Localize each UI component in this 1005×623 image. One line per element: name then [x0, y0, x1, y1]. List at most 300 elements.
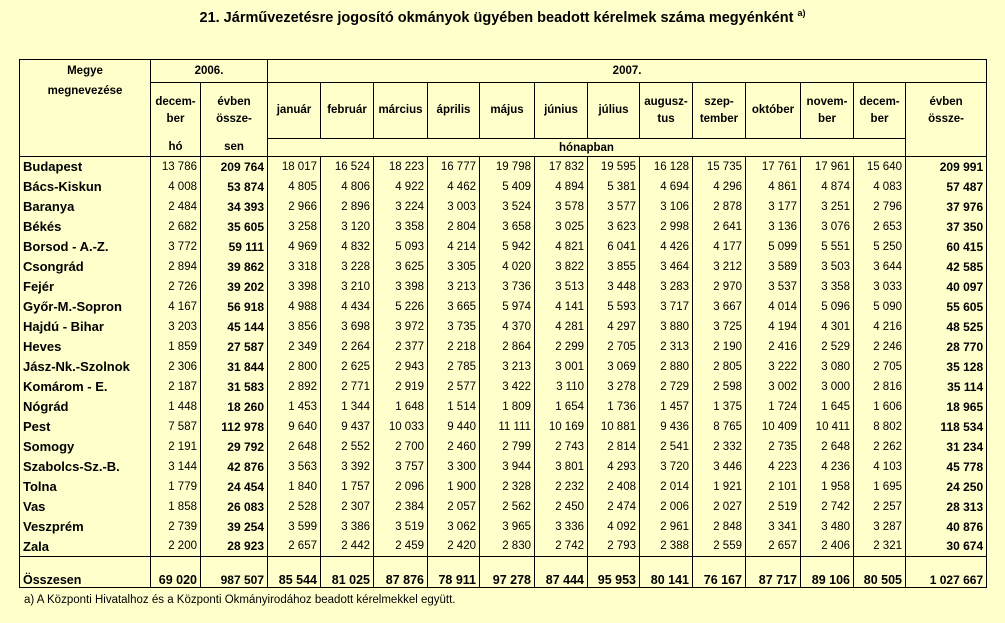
county-name: Nógrád	[20, 397, 151, 417]
month-value: 2 648	[268, 437, 321, 457]
month-value: 9 440	[428, 417, 480, 437]
annual2006-value: 59 111	[201, 237, 268, 257]
county-name: Heves	[20, 337, 151, 357]
month-value: 4 214	[428, 237, 480, 257]
month-value: 19 798	[480, 157, 535, 177]
annual2007-value: 1 027 667	[906, 557, 987, 588]
month-value: 16 777	[428, 157, 480, 177]
month-value: 4 806	[321, 177, 374, 197]
month-value: 3 106	[640, 197, 693, 217]
month-value: 1 921	[693, 477, 746, 497]
county-name: Jász-Nk.-Szolnok	[20, 357, 151, 377]
month-header-1-line: január	[276, 104, 312, 116]
annual2007-value: 18 965	[906, 397, 987, 417]
month-value: 2 006	[640, 497, 693, 517]
annual2006-value: 39 202	[201, 277, 268, 297]
month-value: 4 301	[801, 317, 854, 337]
month-value: 2 700	[374, 437, 428, 457]
data-table	[19, 59, 987, 588]
month-value: 16 524	[321, 157, 374, 177]
month-value: 1 514	[428, 397, 480, 417]
annual2007-header	[906, 83, 987, 139]
dec2006-value: 2 894	[151, 257, 201, 277]
table-row	[20, 317, 987, 337]
month-value: 1 757	[321, 477, 374, 497]
month-value: 3 002	[746, 377, 801, 397]
month-value: 2 742	[801, 497, 854, 517]
month-value: 3 625	[374, 257, 428, 277]
month-value: 2 998	[640, 217, 693, 237]
month-value: 3 667	[693, 297, 746, 317]
month-value: 2 027	[693, 497, 746, 517]
month-value: 3 757	[374, 457, 428, 477]
month-value: 2 232	[535, 477, 588, 497]
table-row	[20, 277, 987, 297]
month-value: 3 880	[640, 317, 693, 337]
month-value: 2 943	[374, 357, 428, 377]
table-row	[20, 177, 987, 197]
month-value: 97 278	[480, 557, 535, 588]
month-value: 2 541	[640, 437, 693, 457]
month-value: 3 698	[321, 317, 374, 337]
annual2006-value: 56 918	[201, 297, 268, 317]
table-row	[20, 237, 987, 257]
month-value: 1 457	[640, 397, 693, 417]
annual2006-value: 24 454	[201, 477, 268, 497]
month-value: 3 563	[268, 457, 321, 477]
month-value: 4 922	[374, 177, 428, 197]
month-value: 2 653	[854, 217, 906, 237]
month-value: 2 096	[374, 477, 428, 497]
month-value: 3 213	[428, 277, 480, 297]
month-value: 1 840	[268, 477, 321, 497]
annual2006-value: 34 393	[201, 197, 268, 217]
month-value: 4 805	[268, 177, 321, 197]
month-value: 2 450	[535, 497, 588, 517]
table-row	[20, 377, 987, 397]
month-value: 87 717	[746, 557, 801, 588]
annual2007-value: 48 525	[906, 317, 987, 337]
month-value: 3 069	[588, 357, 640, 377]
month-value: 4 281	[535, 317, 588, 337]
month-value: 4 014	[746, 297, 801, 317]
county-name: Budapest	[20, 157, 151, 177]
dec2006-value: 2 306	[151, 357, 201, 377]
month-header-6-line: június	[544, 104, 578, 116]
annual2007-value: 28 770	[906, 337, 987, 357]
month-value: 2 014	[640, 477, 693, 497]
dec2006-value: 1 859	[151, 337, 201, 357]
month-value: 2 641	[693, 217, 746, 237]
dec2006-header-line: decem-	[155, 95, 196, 108]
month-header-12-line: decem-	[859, 95, 900, 108]
table-row	[20, 437, 987, 457]
month-value: 3 944	[480, 457, 535, 477]
month-value: 3 855	[588, 257, 640, 277]
month-value: 2 218	[428, 337, 480, 357]
month-value: 2 800	[268, 357, 321, 377]
table-row	[20, 417, 987, 437]
month-value: 2 729	[640, 377, 693, 397]
month-value: 2 321	[854, 537, 906, 557]
footnote: a) A Központi Hivatalhoz és a Központi Okmányirodához beadott kérelmekkel együtt.	[24, 594, 456, 606]
county-name: Győr-M.-Sopron	[20, 297, 151, 317]
month-header-11	[801, 83, 854, 139]
table-row	[20, 477, 987, 497]
month-value: 1 344	[321, 397, 374, 417]
months-subheader: hónapban	[268, 139, 906, 157]
month-value: 15 640	[854, 157, 906, 177]
month-value: 3 224	[374, 197, 428, 217]
annual2007-header-line: évben	[929, 95, 963, 108]
month-value: 78 911	[428, 557, 480, 588]
month-value: 3 025	[535, 217, 588, 237]
dec2006-value: 7 587	[151, 417, 201, 437]
month-value: 2 406	[801, 537, 854, 557]
month-value: 18 017	[268, 157, 321, 177]
month-value: 2 246	[854, 337, 906, 357]
annual2007-value: 209 991	[906, 157, 987, 177]
month-value: 3 446	[693, 457, 746, 477]
annual2006-header	[201, 83, 268, 139]
dec2006-value: 2 484	[151, 197, 201, 217]
table-row	[20, 457, 987, 477]
month-value: 4 861	[746, 177, 801, 197]
annual2006-value: 39 862	[201, 257, 268, 277]
month-value: 2 442	[321, 537, 374, 557]
annual2007-blank	[906, 139, 987, 157]
month-header-2	[321, 83, 374, 139]
month-value: 3 537	[746, 277, 801, 297]
annual2006-value: 27 587	[201, 337, 268, 357]
table-row	[20, 337, 987, 357]
month-value: 3 386	[321, 517, 374, 537]
month-value: 1 724	[746, 397, 801, 417]
month-value: 16 128	[640, 157, 693, 177]
dec2006-value: 3 203	[151, 317, 201, 337]
dec2006-value: 4 167	[151, 297, 201, 317]
month-value: 3 392	[321, 457, 374, 477]
month-value: 4 370	[480, 317, 535, 337]
month-value: 19 595	[588, 157, 640, 177]
month-value: 89 106	[801, 557, 854, 588]
month-value: 3 503	[801, 257, 854, 277]
month-value: 9 640	[268, 417, 321, 437]
month-value: 3 589	[746, 257, 801, 277]
month-value: 2 892	[268, 377, 321, 397]
month-value: 5 093	[374, 237, 428, 257]
month-value: 1 736	[588, 397, 640, 417]
month-value: 2 384	[374, 497, 428, 517]
annual2007-value: 60 415	[906, 237, 987, 257]
month-value: 2 771	[321, 377, 374, 397]
month-value: 1 453	[268, 397, 321, 417]
month-header-4	[428, 83, 480, 139]
month-value: 4 969	[268, 237, 321, 257]
month-header-8-line: tus	[657, 112, 675, 125]
month-value: 9 437	[321, 417, 374, 437]
annual2007-value: 40 097	[906, 277, 987, 297]
dec2006-value: 2 726	[151, 277, 201, 297]
month-value: 10 409	[746, 417, 801, 437]
month-value: 2 805	[693, 357, 746, 377]
month-header-10-line: október	[751, 104, 795, 116]
annual2006-value: 53 874	[201, 177, 268, 197]
month-value: 4 092	[588, 517, 640, 537]
county-name: Vas	[20, 497, 151, 517]
month-header-6	[535, 83, 588, 139]
annual2007-value: 37 350	[906, 217, 987, 237]
annual2006-header-line: össze-	[216, 112, 252, 125]
month-value: 2 878	[693, 197, 746, 217]
month-value: 3 736	[480, 277, 535, 297]
month-value: 3 480	[801, 517, 854, 537]
month-value: 3 665	[428, 297, 480, 317]
month-value: 4 821	[535, 237, 588, 257]
month-value: 2 420	[428, 537, 480, 557]
month-value: 10 881	[588, 417, 640, 437]
month-value: 4 296	[693, 177, 746, 197]
month-value: 4 297	[588, 317, 640, 337]
month-value: 2 307	[321, 497, 374, 517]
county-name: Veszprém	[20, 517, 151, 537]
month-value: 5 409	[480, 177, 535, 197]
month-value: 2 474	[588, 497, 640, 517]
page-title: 21. Járművezetésre jogosító okmányok ügyében beadott kérelmek száma megyénként $^{a)}$	[199, 8, 806, 26]
month-header-11-line: novem-	[806, 95, 848, 108]
annual2007-value: 45 778	[906, 457, 987, 477]
month-value: 3 080	[801, 357, 854, 377]
month-value: 3 076	[801, 217, 854, 237]
month-value: 2 830	[480, 537, 535, 557]
month-value: 5 250	[854, 237, 906, 257]
month-value: 3 336	[535, 517, 588, 537]
month-value: 2 459	[374, 537, 428, 557]
month-value: 2 816	[854, 377, 906, 397]
table-row	[20, 397, 987, 417]
month-value: 2 804	[428, 217, 480, 237]
month-value: 2 408	[588, 477, 640, 497]
annual2007-value: 42 585	[906, 257, 987, 277]
month-header-10	[746, 83, 801, 139]
county-name: Somogy	[20, 437, 151, 457]
dec2006-value: 3 144	[151, 457, 201, 477]
month-value: 2 814	[588, 437, 640, 457]
month-value: 3 448	[588, 277, 640, 297]
annual2006-unit: sen	[201, 139, 268, 157]
month-header-11-line: ber	[818, 112, 836, 125]
county-name: Szabolcs-Sz.-B.	[20, 457, 151, 477]
month-value: 5 974	[480, 297, 535, 317]
month-value: 2 349	[268, 337, 321, 357]
month-value: 2 190	[693, 337, 746, 357]
month-header-3	[374, 83, 428, 139]
month-value: 4 103	[854, 457, 906, 477]
month-value: 5 090	[854, 297, 906, 317]
month-value: 3 717	[640, 297, 693, 317]
annual2007-value: 40 876	[906, 517, 987, 537]
annual2006-value: 45 144	[201, 317, 268, 337]
county-name: Borsod - A.-Z.	[20, 237, 151, 257]
month-value: 3 856	[268, 317, 321, 337]
month-value: 18 223	[374, 157, 428, 177]
month-value: 3 228	[321, 257, 374, 277]
month-value: 1 654	[535, 397, 588, 417]
dec2006-value: 4 008	[151, 177, 201, 197]
month-value: 3 658	[480, 217, 535, 237]
month-header-8	[640, 83, 693, 139]
month-value: 4 216	[854, 317, 906, 337]
county-name: Tolna	[20, 477, 151, 497]
annual2007-value: 28 313	[906, 497, 987, 517]
month-value: 80 141	[640, 557, 693, 588]
month-value: 5 942	[480, 237, 535, 257]
month-value: 17 961	[801, 157, 854, 177]
month-value: 8 802	[854, 417, 906, 437]
county-name: Zala	[20, 537, 151, 557]
county-name: Pest	[20, 417, 151, 437]
month-value: 3 519	[374, 517, 428, 537]
county-header-blank	[20, 139, 151, 157]
annual2006-value: 28 923	[201, 537, 268, 557]
month-value: 2 880	[640, 357, 693, 377]
month-value: 87 444	[535, 557, 588, 588]
month-header-9-line: szep-	[704, 95, 734, 108]
month-value: 3 120	[321, 217, 374, 237]
year-2006-header: 2006.	[151, 60, 268, 83]
month-value: 17 832	[535, 157, 588, 177]
annual2006-value: 39 254	[201, 517, 268, 537]
month-value: 95 953	[588, 557, 640, 588]
annual2006-value: 18 260	[201, 397, 268, 417]
month-value: 2 793	[588, 537, 640, 557]
annual2007-value: 35 128	[906, 357, 987, 377]
annual2006-value: 42 876	[201, 457, 268, 477]
month-value: 3 965	[480, 517, 535, 537]
month-value: 3 033	[854, 277, 906, 297]
dec2006-value: 2 191	[151, 437, 201, 457]
annual2006-value: 987 507	[201, 557, 268, 588]
month-value: 2 657	[746, 537, 801, 557]
month-value: 4 194	[746, 317, 801, 337]
month-value: 6 041	[588, 237, 640, 257]
month-value: 2 559	[693, 537, 746, 557]
month-value: 2 970	[693, 277, 746, 297]
month-value: 3 725	[693, 317, 746, 337]
month-value: 4 462	[428, 177, 480, 197]
month-value: 3 341	[746, 517, 801, 537]
month-value: 4 236	[801, 457, 854, 477]
month-value: 4 020	[480, 257, 535, 277]
month-value: 2 460	[428, 437, 480, 457]
month-header-7-line: július	[598, 104, 629, 116]
month-value: 4 177	[693, 237, 746, 257]
month-value: 2 262	[854, 437, 906, 457]
month-value: 2 562	[480, 497, 535, 517]
dec2006-value: 2 200	[151, 537, 201, 557]
table-row	[20, 297, 987, 317]
month-value: 5 381	[588, 177, 640, 197]
month-value: 3 623	[588, 217, 640, 237]
month-value: 2 577	[428, 377, 480, 397]
month-value: 4 894	[535, 177, 588, 197]
month-value: 5 099	[746, 237, 801, 257]
month-header-9-line: tember	[699, 112, 739, 125]
month-value: 3 136	[746, 217, 801, 237]
month-value: 2 529	[801, 337, 854, 357]
table-row	[20, 497, 987, 517]
month-value: 4 426	[640, 237, 693, 257]
annual2006-header-line: évben	[217, 95, 251, 108]
month-value: 2 864	[480, 337, 535, 357]
county-name: Békés	[20, 217, 151, 237]
month-value: 10 169	[535, 417, 588, 437]
dec2006-value: 3 772	[151, 237, 201, 257]
month-value: 3 287	[854, 517, 906, 537]
month-header-5-line: május	[490, 104, 524, 116]
month-value: 2 328	[480, 477, 535, 497]
dec2006-unit: hó	[151, 139, 201, 157]
month-value: 9 436	[640, 417, 693, 437]
month-value: 2 416	[746, 337, 801, 357]
month-value: 2 705	[854, 357, 906, 377]
month-value: 3 258	[268, 217, 321, 237]
month-value: 3 822	[535, 257, 588, 277]
annual2006-value: 209 764	[201, 157, 268, 177]
annual2007-header-line: össze-	[928, 112, 964, 125]
annual2007-value: 35 114	[906, 377, 987, 397]
month-value: 1 958	[801, 477, 854, 497]
month-value: 2 528	[268, 497, 321, 517]
month-value: 3 177	[746, 197, 801, 217]
dec2006-value: 2 739	[151, 517, 201, 537]
month-value: 4 083	[854, 177, 906, 197]
county-name: Összesen	[20, 557, 151, 588]
month-value: 3 001	[535, 357, 588, 377]
month-value: 87 876	[374, 557, 428, 588]
table-row	[20, 157, 987, 177]
month-value: 5 226	[374, 297, 428, 317]
month-value: 10 033	[374, 417, 428, 437]
table-row	[20, 537, 987, 557]
annual2007-value: 37 976	[906, 197, 987, 217]
annual2007-value: 57 487	[906, 177, 987, 197]
month-value: 76 167	[693, 557, 746, 588]
month-value: 3 720	[640, 457, 693, 477]
annual2006-value: 112 978	[201, 417, 268, 437]
month-value: 1 695	[854, 477, 906, 497]
month-value: 3 003	[428, 197, 480, 217]
month-value: 2 848	[693, 517, 746, 537]
month-value: 2 735	[746, 437, 801, 457]
month-value: 1 900	[428, 477, 480, 497]
month-value: 3 000	[801, 377, 854, 397]
month-value: 2 705	[588, 337, 640, 357]
month-value: 17 761	[746, 157, 801, 177]
month-value: 4 141	[535, 297, 588, 317]
month-value: 2 257	[854, 497, 906, 517]
month-value: 3 251	[801, 197, 854, 217]
month-header-3-line: március	[378, 104, 423, 116]
month-header-2-line: február	[327, 104, 367, 116]
month-value: 3 062	[428, 517, 480, 537]
month-value: 1 606	[854, 397, 906, 417]
month-value: 2 332	[693, 437, 746, 457]
annual2007-value: 24 250	[906, 477, 987, 497]
month-value: 4 434	[321, 297, 374, 317]
month-value: 3 358	[801, 277, 854, 297]
month-value: 2 377	[374, 337, 428, 357]
